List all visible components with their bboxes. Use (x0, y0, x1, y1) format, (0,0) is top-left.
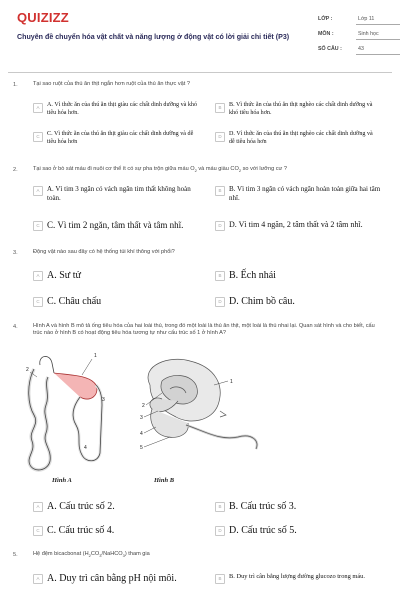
figure-b-label-2: 2 (142, 403, 145, 409)
option-text: D. Cấu trúc số 5. (229, 525, 297, 536)
worksheet-header: QUIZIZZ Chuyên đề chuyển hóa vật chất và năng lượng ở động vật có lời giải chi tiết (P3) LỚP : Lớp 11 MÔN : Sinh học SỐ CÂU : 43 (8, 8, 392, 72)
figure-b-label-1: 1 (230, 379, 233, 385)
header-divider (8, 72, 392, 73)
digestive-tract-illustration (20, 345, 270, 495)
option-text: A. Sư tử (47, 270, 81, 281)
option-text: D. Chim bồ câu. (229, 296, 295, 307)
option-letter-badge: B (215, 271, 225, 281)
option-text: B. Duy trì cân bằng lượng đường glucozo trong máu. (229, 573, 365, 580)
option-letter-badge: C (33, 221, 43, 231)
question-4-number: 4. (13, 324, 18, 330)
question-4-text: Hình A và hình B mô tả ống tiêu hóa của hai loài thú, trong đó một loài là thú ăn thịt, một loài là thú nhai lại. Quan sát hình và cho biết, cấu trúc nào ở hình B có hoạt động tiêu hóa tương tự như cấu trúc số 1 ở hình A? (33, 323, 375, 336)
option-letter-badge: B (215, 502, 225, 512)
figure-a-label-3: 3 (102, 397, 105, 403)
question-2-text: Tại sao ở bò sát máu đi nuôi cơ thể ít có sự pha trộn giữa máu $O_2$ và máu giàu $CO_2$ so với lưỡng cư ? (33, 166, 287, 174)
option-text: B. Cấu trúc số 3. (229, 501, 297, 512)
option-text: A. Vì thức ăn của thú ăn thịt giàu các chất dinh dưỡng và khó tiêu hóa hơn. (47, 102, 198, 116)
option-letter-badge: C (33, 526, 43, 536)
figure-a-label-1: 1 (94, 353, 97, 359)
option-letter-badge: A (33, 502, 43, 512)
option-text: A. Duy trì cân bằng pH nội môi. (47, 573, 177, 584)
option-letter-badge: B (215, 103, 225, 113)
option-text: D. Vì tim 4 ngăn, 2 tâm thất và 2 tâm nhĩ. (229, 220, 363, 229)
quizizz-logo: QUIZIZZ (17, 10, 69, 25)
option-text: C. Vì thức ăn của thú ăn thịt giàu các chất dinh dưỡng và dễ tiêu hóa hơn (47, 131, 194, 145)
figure-b-label-4: 4 (140, 431, 143, 437)
option-letter-badge: C (33, 297, 43, 307)
option-text: B. Ếch nhái (229, 270, 276, 281)
question-3-text: Động vật nào sau đây có hệ thống túi khí thông với phổi? (33, 249, 175, 255)
option-letter-badge: B (215, 574, 225, 584)
option-letter-badge: A (33, 271, 43, 281)
option-text: A. Cấu trúc số 2. (47, 501, 115, 512)
option-text: C. Châu chấu (47, 296, 102, 307)
question-1-text: Tại sao ruột của thú ăn thịt ngắn hơn ruột của thú ăn thực vật ? (33, 81, 190, 87)
option-text: A. Vì tim 3 ngăn có vách ngăn tim thất không hoàn toàn. (47, 185, 191, 202)
question-5-text: Hệ đệm bicacbonat $(H_2CO_3/NaHCO_3)$ tham gia (33, 551, 150, 559)
question-1-number: 1. (13, 82, 18, 88)
figure-b-drawing (148, 359, 257, 449)
option-text: C. Vì tim 2 ngăn, tâm thất và tâm nhĩ. (47, 220, 184, 230)
option-text: B. Vì tim 3 ngăn có vách ngăn hoàn toàn giữa hai tâm nhĩ. (229, 185, 381, 202)
worksheet-title: Chuyên đề chuyển hóa vật chất và năng lượng ở động vật có lời giải chi tiết (P3) (17, 33, 290, 41)
option-letter-badge: D (215, 132, 225, 142)
option-letter-badge: D (215, 221, 225, 231)
option-letter-badge: A (33, 103, 43, 113)
option-letter-badge: B (215, 186, 225, 196)
option-letter-badge: D (215, 297, 225, 307)
figure-a-label-2: 2 (26, 367, 29, 373)
option-letter-badge: D (215, 526, 225, 536)
digestive-tract-figure (20, 345, 270, 495)
figure-a-label-4: 4 (84, 445, 87, 451)
question-3-number: 3. (13, 250, 18, 256)
option-letter-badge: A (33, 186, 43, 196)
figure-b-caption: Hình B (154, 477, 175, 484)
option-text: D. Vì thức ăn của thú ăn thịt nghèo các chất dinh dưỡng và dễ tiêu hóa hơn (229, 131, 373, 145)
option-letter-badge: C (33, 132, 43, 142)
option-letter-badge: A (33, 574, 43, 584)
figure-a-caption: Hình A (52, 477, 72, 484)
question-5-number: 5. (13, 552, 18, 558)
figure-b-label-5: 5 (140, 445, 143, 451)
figure-b-label-3: 3 (140, 415, 143, 421)
question-2-number: 2. (13, 167, 18, 173)
option-text: B. Vì thức ăn của thú ăn thịt nghèo các chất dinh dưỡng và khó tiêu hóa hơn. (229, 102, 373, 116)
option-text: C. Cấu trúc số 4. (47, 525, 115, 536)
figure-a-drawing (29, 356, 102, 470)
